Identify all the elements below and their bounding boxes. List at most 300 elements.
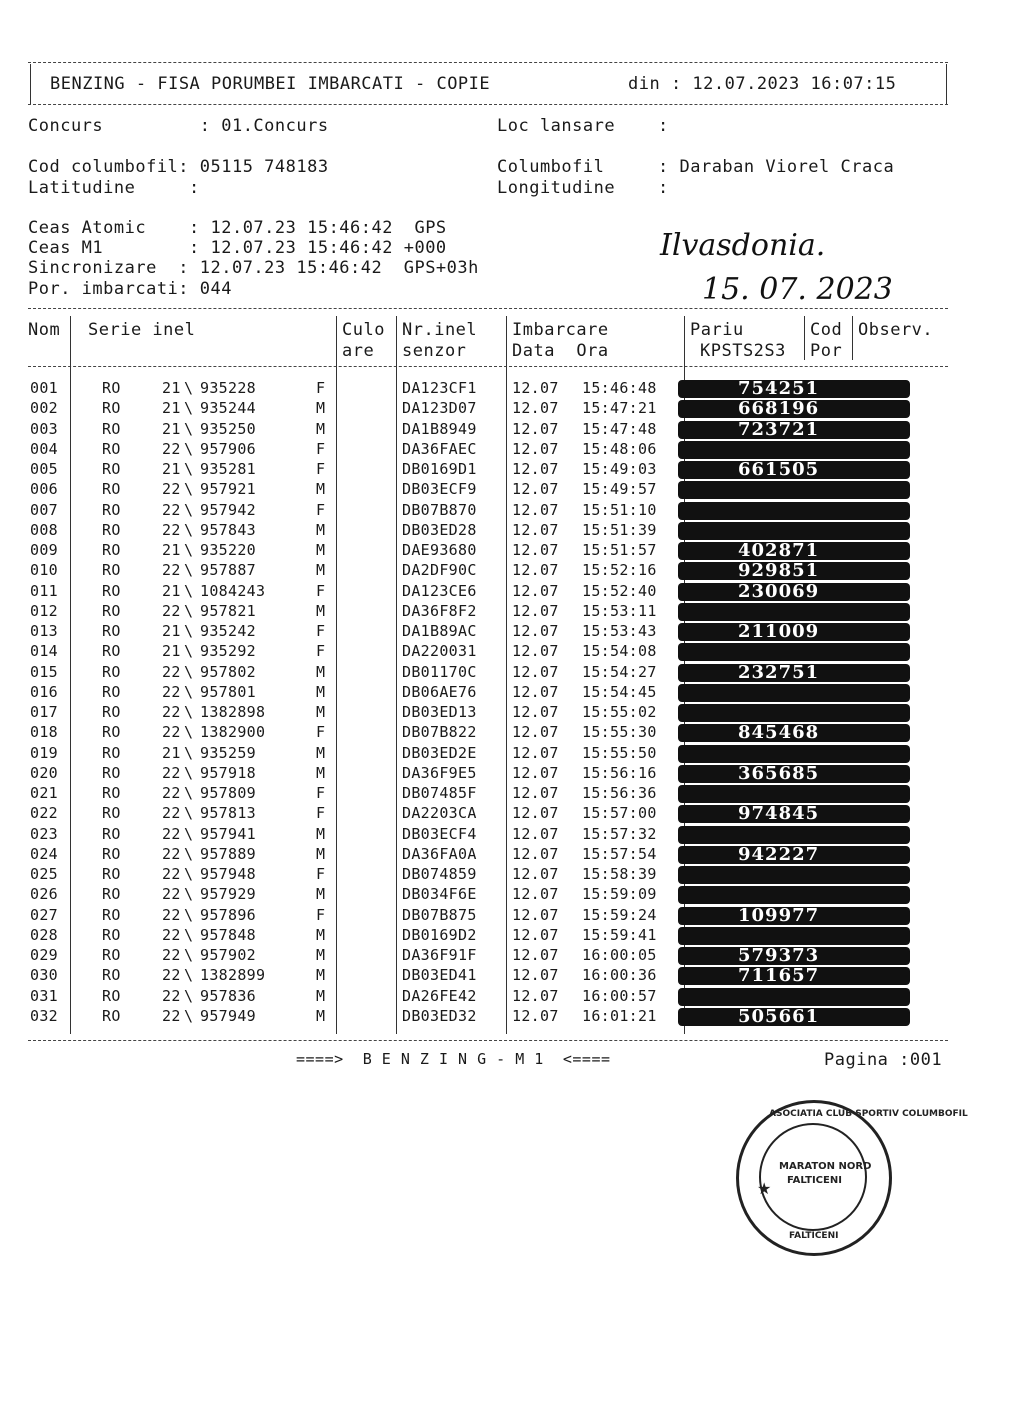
row-time: 15:59:41 <box>582 925 657 944</box>
table-row <box>0 865 1024 885</box>
col-header-nrinel: Nr.inel <box>402 320 478 340</box>
row-ring-number: 935250 <box>200 419 256 438</box>
row-nom: 031 <box>30 986 58 1005</box>
table-row <box>0 825 1024 845</box>
row-sensor: DB03ED32 <box>402 1006 477 1025</box>
table-row <box>0 946 1024 966</box>
col-header-por: Por <box>810 341 843 361</box>
redaction-bar <box>678 502 910 520</box>
row-sensor: DB03ED41 <box>402 966 477 985</box>
col-header-culoare: Culo <box>342 320 385 340</box>
ring-tick-mark: \ <box>184 865 194 883</box>
table-row <box>0 764 1024 784</box>
table-row <box>0 1007 1024 1027</box>
row-sex: M <box>316 946 326 964</box>
table-row <box>0 663 1024 683</box>
row-country: RO <box>102 824 121 843</box>
row-nom: 018 <box>30 723 58 742</box>
ceas-m1-field: Ceas M1 : 12.07.23 15:46:42 +000 <box>28 238 447 258</box>
row-ring-number: 957821 <box>200 601 256 620</box>
row-time: 15:53:11 <box>582 601 657 620</box>
redaction-bar <box>678 826 910 844</box>
row-nom: 017 <box>30 703 58 721</box>
row-year: 21 <box>162 642 181 661</box>
row-ring-number: 935292 <box>200 642 256 661</box>
row-time: 15:52:16 <box>582 561 657 580</box>
row-time: 15:46:48 <box>582 379 657 397</box>
row-ring-number: 957813 <box>200 804 256 823</box>
row-sensor: DA36FA0A <box>402 844 477 863</box>
row-date: 12.07 <box>512 379 559 397</box>
header-bottom-rule <box>28 104 948 105</box>
row-country: RO <box>102 622 121 640</box>
row-sex: M <box>316 561 326 580</box>
row-year: 21 <box>162 541 181 559</box>
row-country: RO <box>102 419 121 438</box>
row-nom: 022 <box>30 804 58 823</box>
row-date: 12.07 <box>512 804 559 823</box>
row-sex: M <box>316 824 326 843</box>
row-sex: M <box>316 662 326 681</box>
row-sensor: DB03ED13 <box>402 703 477 721</box>
table-row <box>0 480 1024 500</box>
row-sensor: DA2203CA <box>402 804 477 823</box>
row-ring-number: 935220 <box>200 541 256 559</box>
row-sex: F <box>316 460 326 478</box>
row-pariu: 232751 <box>738 661 820 683</box>
table-row <box>0 420 1024 440</box>
row-country: RO <box>102 520 121 539</box>
row-nom: 008 <box>30 520 58 539</box>
row-sensor: DA26FE42 <box>402 986 477 1005</box>
ring-tick-mark: \ <box>184 642 194 661</box>
row-nom: 002 <box>30 399 58 418</box>
ring-tick-mark: \ <box>184 561 194 580</box>
row-time: 15:55:02 <box>582 703 657 721</box>
row-sex: M <box>316 844 326 863</box>
ring-tick-mark: \ <box>184 601 194 620</box>
row-time: 15:49:03 <box>582 460 657 478</box>
stamp-bottom-text: FALTICENI <box>789 1231 839 1241</box>
row-sex: F <box>316 379 326 397</box>
row-ring-number: 957949 <box>200 1006 256 1025</box>
loc-lansare-field: Loc lansare : <box>497 116 669 136</box>
row-nom: 026 <box>30 885 58 904</box>
row-ring-number: 1382900 <box>200 723 266 742</box>
row-ring-number: 957941 <box>200 824 256 843</box>
row-sex: F <box>316 642 326 661</box>
row-sensor: DA2DF90C <box>402 561 477 580</box>
row-ring-number: 957887 <box>200 561 256 580</box>
table-row <box>0 744 1024 764</box>
row-sex: M <box>316 986 326 1005</box>
row-ring-number: 957843 <box>200 520 256 539</box>
col-header-data-ora: Data Ora <box>512 341 609 361</box>
row-country: RO <box>102 946 121 964</box>
row-sex: F <box>316 865 326 883</box>
row-sex: M <box>316 703 326 721</box>
row-date: 12.07 <box>512 500 559 519</box>
row-year: 22 <box>162 500 181 519</box>
row-nom: 001 <box>30 379 58 397</box>
row-country: RO <box>102 865 121 883</box>
ring-tick-mark: \ <box>184 885 194 904</box>
table-top-rule <box>28 308 948 309</box>
row-date: 12.07 <box>512 784 559 802</box>
row-country: RO <box>102 844 121 863</box>
row-nom: 010 <box>30 561 58 580</box>
table-row <box>0 440 1024 460</box>
row-date: 12.07 <box>512 763 559 782</box>
stamp-outer-text: ASOCIATIA CLUB SPORTIV COLUMBOFIL <box>769 1109 968 1119</box>
row-pariu: 711657 <box>738 965 820 987</box>
row-ring-number: 1084243 <box>200 581 266 600</box>
row-country: RO <box>102 885 121 904</box>
row-ring-number: 957896 <box>200 905 256 924</box>
row-sex: F <box>316 581 326 600</box>
row-nom: 007 <box>30 500 58 519</box>
row-country: RO <box>102 541 121 559</box>
ceas-atomic-field: Ceas Atomic : 12.07.23 15:46:42 GPS <box>28 218 447 238</box>
table-row <box>0 541 1024 561</box>
row-pariu: 505661 <box>738 1005 820 1027</box>
row-nom: 009 <box>30 541 58 559</box>
row-date: 12.07 <box>512 419 559 438</box>
redaction-bar <box>678 522 910 540</box>
table-row <box>0 683 1024 703</box>
row-country: RO <box>102 399 121 418</box>
sincronizare-field: Sincronizare : 12.07.23 15:46:42 GPS+03h <box>28 258 479 278</box>
row-date: 12.07 <box>512 1006 559 1025</box>
row-sensor: DA123CF1 <box>402 379 477 397</box>
row-year: 21 <box>162 379 181 397</box>
row-year: 21 <box>162 622 181 640</box>
row-sensor: DB0169D2 <box>402 925 477 944</box>
row-time: 15:47:48 <box>582 419 657 438</box>
row-year: 21 <box>162 743 181 762</box>
table-row <box>0 460 1024 480</box>
row-year: 22 <box>162 561 181 580</box>
row-date: 12.07 <box>512 682 559 701</box>
col-header-imbarcare: Imbarcare <box>512 320 609 340</box>
ring-tick-mark: \ <box>184 662 194 681</box>
row-year: 22 <box>162 763 181 782</box>
row-ring-number: 957948 <box>200 865 256 883</box>
row-time: 15:53:43 <box>582 622 657 640</box>
row-year: 22 <box>162 966 181 985</box>
row-date: 12.07 <box>512 723 559 742</box>
row-pariu: 579373 <box>738 945 820 966</box>
row-year: 21 <box>162 419 181 438</box>
redaction-bar <box>678 927 910 945</box>
row-sensor: DA123D07 <box>402 399 477 418</box>
row-nom: 027 <box>30 905 58 924</box>
row-time: 15:55:30 <box>582 723 657 742</box>
row-sensor: DB034F6E <box>402 885 477 904</box>
row-sex: F <box>316 622 326 640</box>
row-sensor: DB06AE76 <box>402 682 477 701</box>
row-country: RO <box>102 581 121 600</box>
ring-tick-mark: \ <box>184 784 194 802</box>
row-sex: F <box>316 500 326 519</box>
row-pariu: 402871 <box>738 540 820 561</box>
row-date: 12.07 <box>512 844 559 863</box>
row-sensor: DB03ECF4 <box>402 824 477 843</box>
row-time: 16:01:21 <box>582 1006 657 1025</box>
row-time: 15:51:57 <box>582 541 657 559</box>
handwritten-date: 15. 07. 2023 <box>702 272 893 307</box>
row-time: 15:59:24 <box>582 905 657 924</box>
row-year: 22 <box>162 520 181 539</box>
row-country: RO <box>102 561 121 580</box>
ring-tick-mark: \ <box>184 804 194 823</box>
row-sex: M <box>316 925 326 944</box>
row-ring-number: 957802 <box>200 662 256 681</box>
ring-tick-mark: \ <box>184 622 194 640</box>
col-header-nom: Nom <box>28 320 61 340</box>
row-country: RO <box>102 986 121 1005</box>
row-country: RO <box>102 804 121 823</box>
row-date: 12.07 <box>512 986 559 1005</box>
table-row <box>0 723 1024 743</box>
por-imbarcati-field: Por. imbarcati: 044 <box>28 279 232 299</box>
redaction-bar <box>678 643 910 661</box>
row-date: 12.07 <box>512 541 559 559</box>
row-year: 22 <box>162 703 181 721</box>
row-country: RO <box>102 723 121 742</box>
row-year: 22 <box>162 784 181 802</box>
row-sensor: DB01170C <box>402 662 477 681</box>
row-ring-number: 957809 <box>200 784 256 802</box>
table-row <box>0 987 1024 1007</box>
ring-tick-mark: \ <box>184 541 194 559</box>
ring-tick-mark: \ <box>184 925 194 944</box>
row-sex: M <box>316 419 326 438</box>
row-ring-number: 957836 <box>200 986 256 1005</box>
row-date: 12.07 <box>512 703 559 721</box>
row-time: 16:00:57 <box>582 986 657 1005</box>
row-ring-number: 935242 <box>200 622 256 640</box>
ring-tick-mark: \ <box>184 743 194 762</box>
row-sensor: DAE93680 <box>402 541 477 559</box>
ring-tick-mark: \ <box>184 399 194 418</box>
row-time: 15:57:00 <box>582 804 657 823</box>
ring-tick-mark: \ <box>184 824 194 843</box>
longitudine-field: Longitudine : <box>497 178 669 198</box>
row-year: 22 <box>162 723 181 742</box>
row-pariu: 230069 <box>738 580 820 602</box>
row-ring-number: 1382898 <box>200 703 266 721</box>
row-year: 22 <box>162 885 181 904</box>
row-date: 12.07 <box>512 439 559 458</box>
ring-tick-mark: \ <box>184 460 194 478</box>
row-year: 21 <box>162 581 181 600</box>
ring-tick-mark: \ <box>184 905 194 924</box>
ring-tick-mark: \ <box>184 480 194 499</box>
ring-tick-mark: \ <box>184 419 194 438</box>
row-ring-number: 935228 <box>200 379 256 397</box>
row-sex: M <box>316 601 326 620</box>
ring-tick-mark: \ <box>184 581 194 600</box>
row-nom: 016 <box>30 682 58 701</box>
row-time: 15:57:54 <box>582 844 657 863</box>
ring-tick-mark: \ <box>184 682 194 701</box>
row-country: RO <box>102 703 121 721</box>
row-ring-number: 957902 <box>200 946 256 964</box>
table-row <box>0 399 1024 419</box>
row-date: 12.07 <box>512 622 559 640</box>
ring-tick-mark: \ <box>184 500 194 519</box>
row-date: 12.07 <box>512 925 559 944</box>
row-sensor: DA36FAEC <box>402 439 477 458</box>
handwritten-signature: Ilvasdonia. <box>660 228 826 263</box>
row-pariu: 754251 <box>738 378 820 399</box>
row-year: 22 <box>162 986 181 1005</box>
row-year: 22 <box>162 662 181 681</box>
row-nom: 005 <box>30 460 58 478</box>
table-header-rule <box>28 366 948 367</box>
table-row <box>0 885 1024 905</box>
row-date: 12.07 <box>512 601 559 620</box>
row-sex: M <box>316 966 326 985</box>
table-row <box>0 966 1024 986</box>
row-sensor: DB0169D1 <box>402 460 477 478</box>
row-time: 15:47:21 <box>582 399 657 418</box>
col-header-senzor: senzor <box>402 341 467 361</box>
redaction-bar <box>678 785 910 803</box>
ring-tick-mark: \ <box>184 763 194 782</box>
row-year: 21 <box>162 460 181 478</box>
row-ring-number: 935244 <box>200 399 256 418</box>
star-icon: ★ <box>757 1179 772 1198</box>
row-sex: M <box>316 763 326 782</box>
row-date: 12.07 <box>512 480 559 499</box>
redaction-bar <box>678 745 910 763</box>
col-header-culoare-2: are <box>342 341 375 361</box>
row-time: 15:49:57 <box>582 480 657 499</box>
row-sensor: DB07485F <box>402 784 477 802</box>
row-sensor: DA1B89AC <box>402 622 477 640</box>
table-row <box>0 561 1024 581</box>
row-time: 15:58:39 <box>582 865 657 883</box>
col-header-serie: Serie inel <box>88 320 196 340</box>
row-pariu: 365685 <box>738 762 820 784</box>
header-left-border <box>30 64 31 104</box>
table-bottom-rule <box>28 1040 948 1041</box>
row-ring-number: 935259 <box>200 743 256 762</box>
cod-columbofil-field: Cod columbofil: 05115 748183 <box>28 157 329 177</box>
row-nom: 023 <box>30 824 58 843</box>
row-ring-number: 957848 <box>200 925 256 944</box>
row-sensor: DB07B870 <box>402 500 477 519</box>
row-year: 22 <box>162 1006 181 1025</box>
row-sensor: DB074859 <box>402 865 477 883</box>
row-nom: 032 <box>30 1006 58 1025</box>
table-row <box>0 906 1024 926</box>
row-pariu: 109977 <box>738 904 820 926</box>
row-time: 15:52:40 <box>582 581 657 600</box>
row-date: 12.07 <box>512 824 559 843</box>
row-year: 22 <box>162 925 181 944</box>
row-date: 12.07 <box>512 743 559 762</box>
row-country: RO <box>102 601 121 620</box>
table-row <box>0 642 1024 662</box>
row-year: 22 <box>162 682 181 701</box>
row-year: 22 <box>162 480 181 499</box>
row-date: 12.07 <box>512 885 559 904</box>
row-time: 15:54:08 <box>582 642 657 661</box>
col-sep-6 <box>804 316 805 360</box>
row-pariu: 668196 <box>738 398 820 420</box>
table-row <box>0 784 1024 804</box>
row-sensor: DA1B8949 <box>402 419 477 438</box>
row-sensor: DB03ECF9 <box>402 480 477 499</box>
club-stamp <box>736 1100 968 1256</box>
row-sex: M <box>316 682 326 701</box>
concurs-field: Concurs : 01.Concurs <box>28 116 329 136</box>
row-sensor: DB03ED28 <box>402 520 477 539</box>
redaction-bar <box>678 704 910 722</box>
row-country: RO <box>102 662 121 681</box>
row-time: 15:54:27 <box>582 662 657 681</box>
table-row <box>0 622 1024 642</box>
row-time: 15:55:50 <box>582 743 657 762</box>
redaction-bar <box>678 866 910 884</box>
row-date: 12.07 <box>512 662 559 681</box>
row-nom: 012 <box>30 601 58 620</box>
row-pariu: 974845 <box>738 803 820 825</box>
row-ring-number: 957906 <box>200 439 256 458</box>
row-pariu: 929851 <box>738 560 820 582</box>
ring-tick-mark: \ <box>184 520 194 539</box>
row-time: 15:56:16 <box>582 763 657 782</box>
row-nom: 020 <box>30 763 58 782</box>
row-year: 22 <box>162 865 181 883</box>
row-sex: M <box>316 885 326 904</box>
row-time: 15:48:06 <box>582 439 657 458</box>
redaction-bar <box>678 603 910 621</box>
row-date: 12.07 <box>512 581 559 600</box>
stamp-line2: FALTICENI <box>787 1175 842 1186</box>
row-date: 12.07 <box>512 966 559 985</box>
row-sex: M <box>316 520 326 539</box>
ring-tick-mark: \ <box>184 844 194 863</box>
row-pariu: 661505 <box>738 459 820 480</box>
table-row <box>0 521 1024 541</box>
row-country: RO <box>102 480 121 499</box>
row-country: RO <box>102 682 121 701</box>
row-nom: 004 <box>30 439 58 458</box>
ring-tick-mark: \ <box>184 1006 194 1025</box>
row-sensor: DA123CE6 <box>402 581 477 600</box>
redaction-bar <box>678 481 910 499</box>
row-time: 16:00:36 <box>582 966 657 985</box>
row-time: 15:54:45 <box>582 682 657 701</box>
row-sex: F <box>316 784 326 802</box>
row-nom: 014 <box>30 642 58 661</box>
ring-tick-mark: \ <box>184 439 194 458</box>
row-time: 15:56:36 <box>582 784 657 802</box>
row-nom: 030 <box>30 966 58 985</box>
row-nom: 013 <box>30 622 58 640</box>
row-nom: 019 <box>30 743 58 762</box>
row-sex: F <box>316 723 326 742</box>
table-row <box>0 845 1024 865</box>
row-date: 12.07 <box>512 460 559 478</box>
row-date: 12.07 <box>512 946 559 964</box>
row-country: RO <box>102 905 121 924</box>
row-year: 21 <box>162 399 181 418</box>
